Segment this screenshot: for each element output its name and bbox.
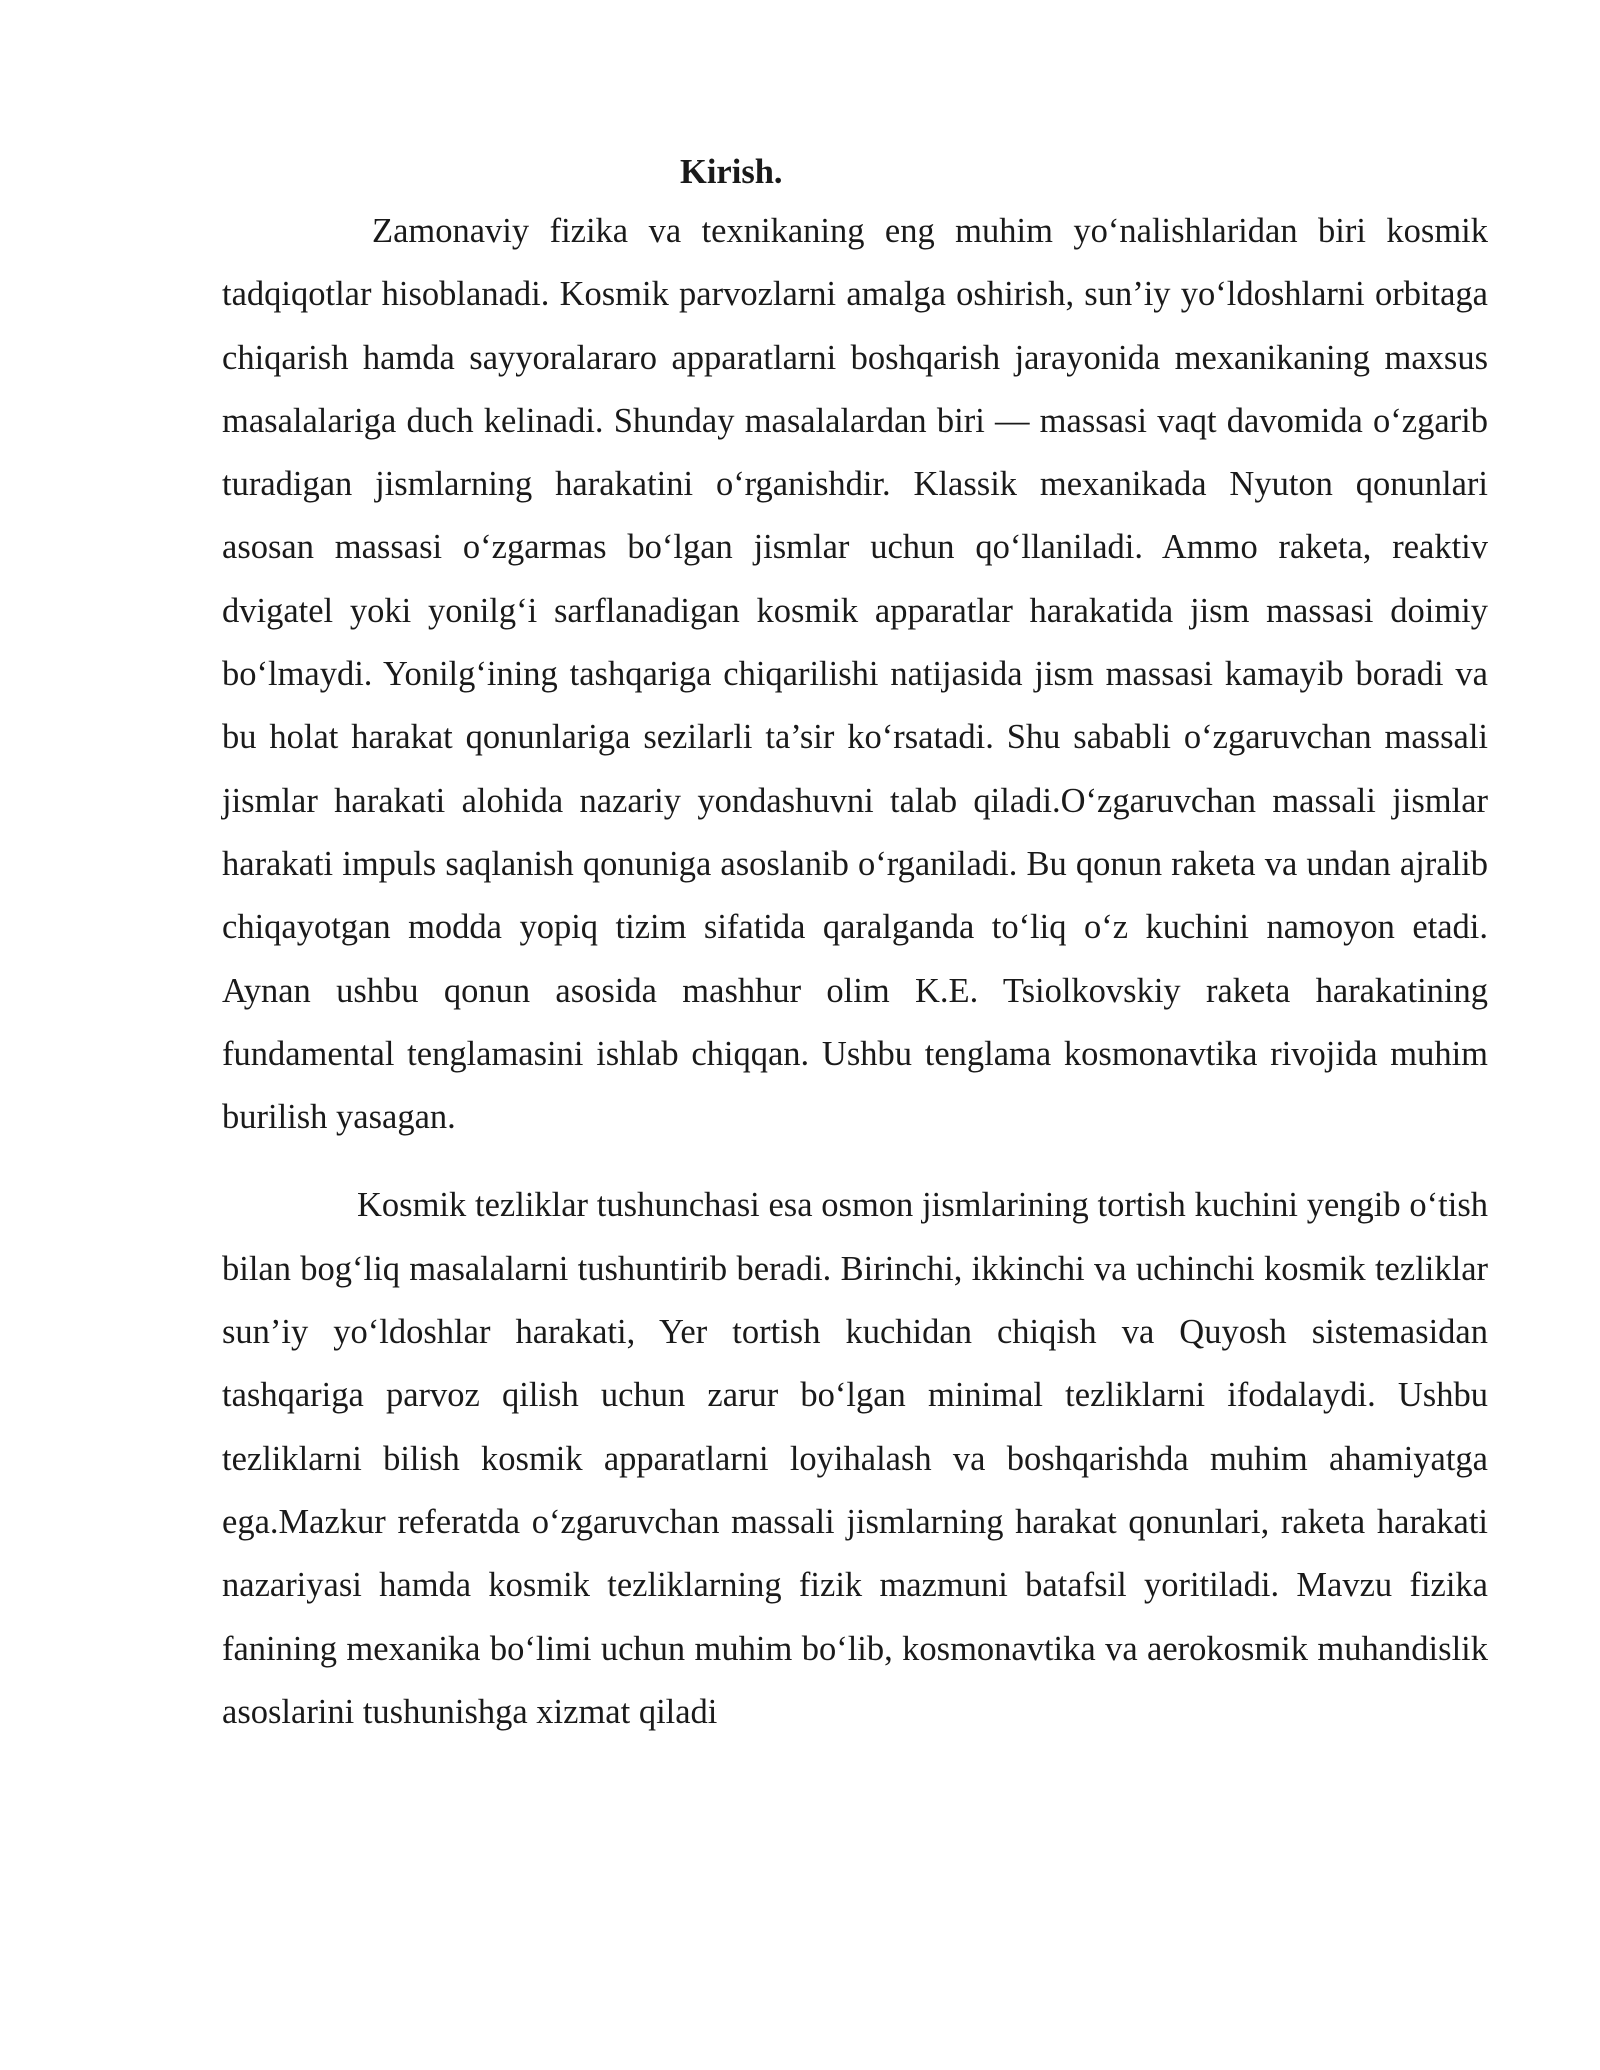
document-body (222, 148, 1488, 1744)
document-title: Kirish. (680, 153, 783, 191)
paragraph-1: Zamonaviy fizika va texnikaning eng muhim yo‘nalishlaridan biri kosmik tadqiqotlar hisoblanadi. Kosmik parvozlarni amalga oshirish, sun’iy yo‘ldoshlarni orbitaga chiqarish hamda sayyoralararo apparatlarni boshqarish jarayonida mexanikaning maxsus masalalariga duch kelinadi. Shunday masalalardan biri — massasi vaqt davomida o‘zgarib turadigan jismlarning harakatini o‘rganishdir. Klassik mexanikada Nyuton qonunlari asosan massasi o‘zgarmas bo‘lgan jismlar uchun qo‘llaniladi. Ammo raketa, reaktiv dvigatel yoki yonilg‘i sarflanadigan kosmik apparatlar harakatida jism massasi doimiy bo‘lmaydi. Yonilg‘ining tashqariga chiqarilishi natijasida jism massasi kamayib boradi va bu holat harakat qonunlariga sezilarli ta’sir ko‘rsatadi. Shu sababli o‘zgaruvchan massali jismlar harakati alohida nazariy yondashuvni talab qiladi.O‘zgaruvchan massali jismlar harakati impuls saqlanish qonuniga asoslanib o‘rganiladi. Bu qonun raketa va undan ajralib chiqayotgan modda yopiq tizim sifatida qaralganda to‘liq o‘z kuchini namoyon etadi. Aynan ushbu qonun asosida mashhur olim K.E. Tsiolkovskiy raketa harakatining fundamental tenglamasini ishlab chiqqan. Ushbu tenglama kosmonavtika rivojida muhim burilish yasagan. (222, 212, 1488, 1137)
paragraph-2: Kosmik tezliklar tushunchasi esa osmon jismlarining tortish kuchini yengib o‘tish bilan bog‘liq masalalarni tushuntirib beradi. Birinchi, ikkinchi va uchinchi kosmik tezliklar sun’iy yo‘ldoshlar harakati, Yer tortish kuchidan chiqish va Quyosh sistemasidan tashqariga parvoz qilish uchun zarur bo‘lgan minimal tezliklarni ifodalaydi. Ushbu tezliklarni bilish kosmik apparatlarni loyihalash va boshqarishda muhim ahamiyatga ega.Mazkur referatda o‘zgaruvchan massali jismlarning harakat qonunlari, raketa harakati nazariyasi hamda kosmik tezliklarning fizik mazmuni batafsil yoritiladi. Mavzu fizika fanining mexanika bo‘limi uchun muhim bo‘lib, kosmonavtika va aerokosmik muhandislik asoslarini tushunishga xizmat qiladi (222, 1186, 1488, 1731)
